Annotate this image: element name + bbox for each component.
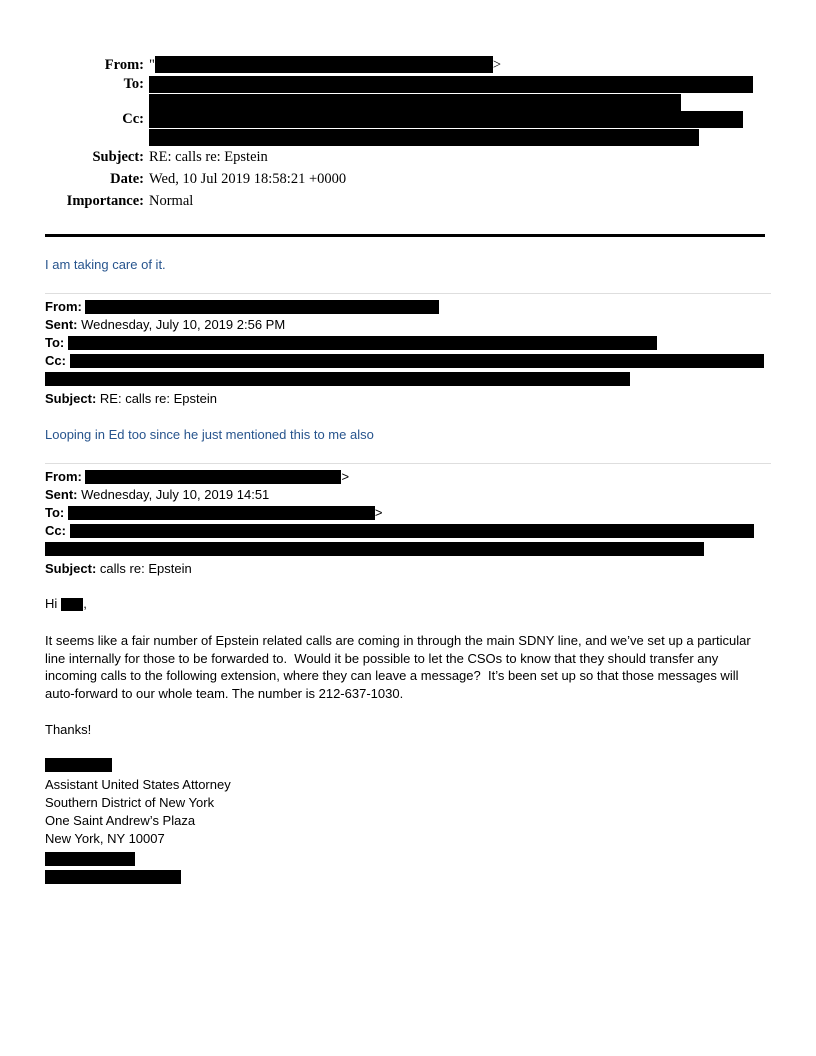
body-line: incoming calls to the following extension, where they can leave a message? It’s been set up so that those messages will xyxy=(45,668,739,683)
body-line: auto-forward to our whole team. The number is 212-637-1030. xyxy=(45,685,404,701)
body-paragraph xyxy=(45,632,771,702)
redaction-bar xyxy=(149,76,753,93)
redaction-bar xyxy=(68,336,657,350)
subject-label: Subject: xyxy=(45,561,97,576)
cc-value xyxy=(149,111,771,146)
cc-label: Cc: xyxy=(45,353,66,368)
signature-address-1: One Saint Andrew’s Plaza xyxy=(45,813,196,828)
reply-message-middle: Looping in Ed too since he just mentioned this to me also xyxy=(45,427,374,442)
subject-value: RE: calls re: Epstein xyxy=(99,391,217,406)
redaction-bar xyxy=(45,870,181,884)
importance-label: Importance: xyxy=(66,193,144,209)
signature-office: Southern District of New York xyxy=(45,795,215,810)
to-label: To: xyxy=(123,76,144,92)
from-label: From: xyxy=(45,299,82,314)
date-value: Wed, 10 Jul 2019 18:58:21 +0000 xyxy=(149,171,347,187)
redaction-bar xyxy=(45,852,135,866)
greeting-prefix: Hi xyxy=(45,596,58,611)
quote2-to-line xyxy=(45,504,771,522)
subject-value: RE: calls re: Epstein xyxy=(149,149,268,165)
sent-value: Wednesday, July 10, 2019 2:56 PM xyxy=(81,317,286,332)
subject-value: calls re: Epstein xyxy=(99,561,192,576)
redaction-bar xyxy=(149,129,699,146)
signature-title: Assistant United States Attorney xyxy=(45,777,231,792)
quoted-header-1 xyxy=(45,298,771,408)
signature-address-2: New York, NY 10007 xyxy=(45,831,165,846)
greeting-line xyxy=(45,596,771,611)
redaction-bar xyxy=(149,111,743,128)
from-value-prefix: " xyxy=(149,57,155,73)
quote1-subject-line xyxy=(45,390,771,408)
to-label: To: xyxy=(45,505,65,520)
quote2-cc-line xyxy=(45,522,771,540)
closing-line: Thanks! xyxy=(45,722,92,737)
redaction-bar xyxy=(68,506,375,520)
from-label: From: xyxy=(45,469,82,484)
to-label: To: xyxy=(45,335,65,350)
cc-label: Cc: xyxy=(45,523,66,538)
redaction-bar xyxy=(45,372,630,386)
quoted-header-2 xyxy=(45,468,771,578)
quote1-from-line xyxy=(45,298,771,316)
from-value-suffix: > xyxy=(341,469,350,484)
sent-value: Wednesday, July 10, 2019 14:51 xyxy=(81,487,270,502)
redaction-bar xyxy=(149,94,681,111)
signature-block xyxy=(45,758,771,884)
date-label: Date: xyxy=(110,171,144,187)
quote1-sent-line xyxy=(45,316,771,334)
header-to-row xyxy=(45,76,771,111)
from-value-suffix: > xyxy=(492,57,502,73)
header-cc-row xyxy=(45,111,771,146)
redaction-bar xyxy=(45,758,112,772)
quote2-subject-line xyxy=(45,560,771,578)
quote2-sent-line xyxy=(45,486,771,504)
subject-label: Subject: xyxy=(45,391,97,406)
header-date-row xyxy=(45,168,771,190)
sent-label: Sent: xyxy=(45,487,78,502)
quote2-from-line xyxy=(45,468,771,486)
email-header xyxy=(45,54,771,212)
redaction-bar xyxy=(155,56,493,73)
redaction-bar xyxy=(85,470,341,484)
to-value-suffix: > xyxy=(374,505,383,520)
quote2-cc-line-2 xyxy=(45,542,771,560)
quote1-cc-line xyxy=(45,352,771,370)
reply-message-top: I am taking care of it. xyxy=(45,257,166,272)
body-line: It seems like a fair number of Epstein related calls are coming in through the main SDNY line, and we’ve set up a particular xyxy=(45,633,751,648)
redaction-bar xyxy=(70,354,764,368)
redaction-bar xyxy=(70,524,754,538)
from-label: From: xyxy=(104,57,144,73)
sent-label: Sent: xyxy=(45,317,78,332)
header-from-row xyxy=(45,54,771,76)
separator-line xyxy=(45,463,771,464)
redaction-bar xyxy=(45,542,704,556)
header-importance-row xyxy=(45,190,771,212)
body-line: line internally for those to be forwarded to. Would it be possible to let the CSOs to know that they should transfer any xyxy=(45,650,719,666)
quote1-to-line xyxy=(45,334,771,352)
redaction-bar xyxy=(61,598,83,611)
importance-value: Normal xyxy=(149,193,194,209)
cc-label: Cc: xyxy=(122,111,144,127)
greeting-suffix: , xyxy=(83,596,87,611)
redaction-bar xyxy=(85,300,439,314)
quote1-cc-line-2 xyxy=(45,372,771,390)
header-divider-rule xyxy=(45,234,765,237)
to-value xyxy=(149,76,771,111)
subject-label: Subject: xyxy=(92,149,144,165)
from-value xyxy=(149,54,771,76)
header-subject-row xyxy=(45,146,771,168)
separator-line xyxy=(45,293,771,294)
